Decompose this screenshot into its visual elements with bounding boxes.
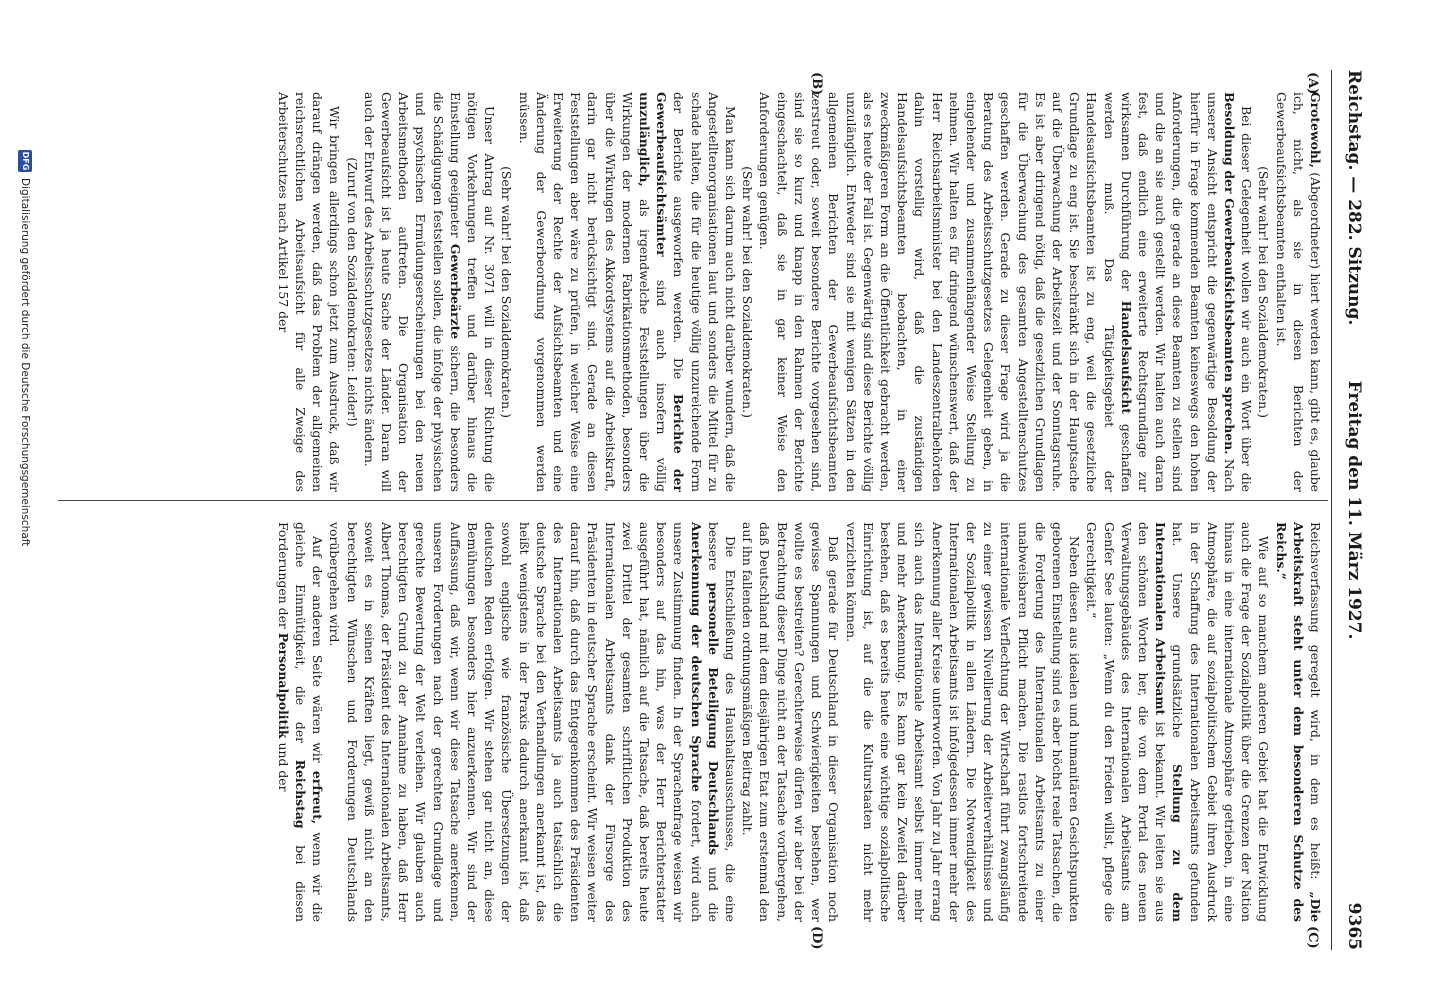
margin-marker-b: (B)	[809, 72, 824, 96]
paragraph: Neben diesen aus idealen und humanitären Gesichtspunkten geborenen Einstellung sind es aber höchst reale Tatsachen, die die Forderung des Internationalen Arbeitsamts zu einer unabweisbaren Pflicht machen. Die rastlos fortschreitende internationale Verflechtung der Wirtschaft führt zwangsläufig zu einer gewissen Nivellierung der Arbeiterverhältnisse und der Sozialpolitik in allen Ländern. Die Notwendigkeit des Internationalen Arbeitsamts ist infolgedessen immer mehr der Anerkennung aller Kreise unterworfen. Von Jahr zu Jahr errang sich auch das Internationale Arbeitsamt selbst immer mehr und mehr Anerkennung. Es kann gar kein Zweifel darüber bestehen, daß es bereits heute eine wichtige sozialpolitische Einrichtung ist, auf die die Kulturstaaten nicht mehr verzichten können.	[843, 522, 1083, 922]
text-run: Bei dieser Gelegenheit wollen wir auch ein Wort über die	[1239, 106, 1255, 492]
emphasis: Handelsaufsicht	[1118, 300, 1134, 415]
emphasis: erfreut,	[310, 770, 326, 825]
interjection: (Zuruf von den Sozialdemokraten: Leider!)	[344, 157, 360, 427]
emphasis: Gewerbeärzte	[447, 243, 463, 340]
header-date: Freitag den 11. März 1927.	[1344, 380, 1364, 640]
paragraph	[326, 522, 739, 922]
interjection: (Sehr wahr! bei den Sozialdemokraten.)	[740, 166, 756, 418]
digitization-credit: Digitalisierung gefördert durch die Deutsche Forschungsgemeinschaft	[19, 178, 31, 547]
paragraph	[515, 92, 739, 492]
text-run: hiert werden kann, gibt es, glaube ich, nicht, als sie in diesen Berichten der Gewerbeaufsichtsbeamten enthalten ist.	[1273, 92, 1323, 492]
emphasis: unzulänglich,	[637, 92, 653, 187]
right-column	[64, 522, 1324, 922]
emphasis: „Die Arbeitskraft steht unter dem besonderen Schutze des Reichs.“	[1273, 522, 1323, 922]
margin-marker-c: (C)	[1305, 926, 1320, 949]
column-divider	[58, 500, 1328, 501]
emphasis: Berichte der Gewerbeaufsichtsämter	[654, 92, 687, 492]
text-run: ist bekannt. Wir leiten sie aus den schönen Worten her, die von dem Portal des neuen Verwaltungsgebäudes des Internationalen Arbeitsamts am Genfer See lauten: „Wenn du den Frieden willst, pflege die Gerechtigkeit.“	[1084, 522, 1169, 922]
digitization-note	[10, 150, 32, 910]
emphasis: Reichstag	[293, 759, 309, 829]
text-run: Nach unserer Ansicht entspricht die gegenwärtige Besoldung der hierfür in Frage kommenden Beamten keineswegs den hohen Anforderungen, die gerade an diese Beamten zu stellen sind und die an sie auch gestellt werden. Wir halten auch daran fest, daß endlich eine erweiterte Rechtsgrundlage zur wirksamen Durchführung der	[1118, 92, 1237, 492]
text-run: und die	[705, 867, 721, 922]
text-run: bei diesen Forderungen der	[275, 522, 309, 922]
text-run: Man kann sich darum auch nicht darüber wundern, daß die Angestelltenorganisationen laut und sonders die Mittel für zu schade halten, die für die heutige völlig unzureichende Form der Berichte ausgeworfen werden. Die	[671, 92, 739, 492]
text-run: sichern, die besonders die Schädigungen feststellen sollen, die infolge der physischen und psychischen Ermüdungserscheinungen bei den neuen Arbeitsmethoden auftreten. Die Organisation der Gewerbeaufsicht ist ja heute Sache der Länder. Daran will auch der Entwurf des Arbeitsschutzgesetzes nichts ändern.	[361, 92, 463, 492]
paragraph	[361, 92, 499, 492]
text-run: geschaffen werden muß. Das Tätigkeitsgebiet der Handelsaufsichtsbeamten ist zu eng, weil die gesetzliche Grundlage zu eng ist. Sie beschränkt sich in der Hauptsache auf die Überwachung der Arbeitszeit und der Sonntagsruhe. Es ist aber dringend nötig, daß die gesetzlichen Grundlagen für die Überwachung des gesamten Angestelltenschutzes geschaffen werden. Gerade zu dieser Frage wird ja die Beratung des Arbeitsschutzgesetzes Gelegenheit geben, in eingehender und zusammenhängender Weise Stellung zu nehmen. Wir halten es für dringend wünschenswert, daß der Herr Reichsarbeitsminister bei den Landeszentralbehörden dahin vorstellig wird, daß die zuständigen Handelsaufsichtsbeamten beobachten, in einer zweckmäßigeren Form an die Öffentlichkeit gebracht werden, als es heute der Fall ist. Gegenwärtig sind diese Berichte völlig unzulänglich. Entweder sind sie mit wenigen Sätzen in den allgemeinen Berichten der Gewerbeaufsichtsbeamten zerstreut oder, soweit besondere Berichte vorgesehen sind, sind sie so kurz und knapp in den Rahmen der Berichte eingeschachtelt, daß sie in gar keiner Weise den Anforderungen genügen.	[757, 92, 1134, 492]
emphasis: Besoldung der Gewerbeaufsichtsbeamten sprechen.	[1221, 92, 1237, 455]
text-run: als irgendwelche Feststellungen über die Wirkungen der modernen Fabrikationsmethoden, besonders über die Wirkungen des Akkordsystems auf die Arbeitskraft, darin gar nicht berücksichtigt sind. Gerade an diesen Feststellungen aber wäre zu prüfen, in welcher Weise eine Erweiterung der Rechte der Aufsichtsbeamten und eine Änderung der Gewerbeordnung vorgenommen werden müssen.	[516, 92, 653, 492]
paragraph: Grotewohl, (Abgeordneter) hiert werden kann, gibt es, glaube ich, nicht, als sie in diesen Berichten der Gewerbeaufsichtsbeamten enthalten ist.	[1273, 92, 1323, 492]
paragraph	[756, 92, 1255, 492]
interjection: (Sehr wahr! bei den Sozialdemokraten.)	[499, 166, 515, 418]
header-rule	[1331, 70, 1332, 950]
left-column	[64, 92, 1324, 492]
text-run: wenn wir die gleiche Einmütigkeit, die der	[293, 522, 326, 922]
text-run: Unser Antrag auf Nr. 3071 will in dieser Richtung die nötigen Vorkehrungen treffen und darüber hinaus die Einstellung geeigneter	[447, 92, 498, 492]
emphasis: Anerkennung der deutschen Sprache	[688, 522, 704, 792]
text-run: sind auch insofern völlig	[654, 279, 670, 492]
paragraph	[275, 522, 327, 922]
margin-marker-d: (D)	[809, 926, 824, 950]
text-run: Wie auf so manchem anderen Gebiet hat die Entwicklung auch die Frage der Sozialpolitik über die Grenzen der Nation hinaus in eine internationale Atmosphäre getrieben, in eine Atmosphäre, die auf sozialpolitischem Gebiet ihren Ausdruck in der Schaffung des Internationalen Arbeitsamts gefunden hat. Unsere grundsätzliche	[1170, 522, 1272, 922]
emphasis: Personalpolitik	[275, 632, 291, 739]
text-run: Die Entschließung des Haushaltsausschusses, die eine bessere	[705, 522, 739, 922]
emphasis: Stellung zu dem Internationalen Arbeitsamt	[1153, 522, 1186, 922]
page-number: 9365	[1344, 902, 1364, 950]
text-run: fordert, wird auch unsere Zustimmung finden. In der Sprachenfrage weisen wir besonders auf das hin, was der Herr Berichterstatter ausgeführt hat, nämlich auf die Tatsache, daß bereits heute zwei Drittel der gesamten schriftlichen Produktion des Internationalen Arbeitsamts dank der Fürsorge des Präsidenten in deutscher Sprache erscheint. Wir weisen weiter darauf hin, daß durch das Entgegenkommen des Präsidenten des Internationalen Arbeitsamts ja auch tatsächlich die deutsche Sprache bei den Verhandlungen anerkannt ist, das heißt wenigstens in der Praxis dadurch anerkannt ist, daß sowohl englische wie französische Übersetzungen der deutschen Reden erfolgen. Wir stehen gar nicht an, diese Bemühungen besonders hier anzuerkennen. Wir sind der Auffassung, daß wir, wenn wir diese Tatsache anerkennen, unseren Forderungen nach der gerechten Grundlage und gerechte Bewertung der Welt verleihen. Wir glauben auch berechtigten Grund zu der Annahme zu haben, daß Herr Albert Thomas, der Präsident des Internationalen Arbeitsamts, soweit es in seinen Kräften liegt, gewiß nicht an den berechtigten Wünschen und Forderungen Deutschlands vorübergehen wird.	[327, 522, 704, 922]
paragraph: Daß gerade für Deutschland in dieser Organisation noch gewisse Spannungen und Schwierigkeiten bestehen, wer wollte es bestreiten? Gerechterweise dürfen wir aber bei der Betrachtung dieser Dinge nicht an der Tatsache vorübergehen, daß Deutschland mit dem diesjährigen Etat zum erstenmal den auf ihn fallenden ordnungsmäßigen Beitrag zahlt.	[740, 522, 842, 922]
speaker-role: Abgeordneter	[1308, 177, 1323, 265]
text-run: und der	[275, 742, 291, 792]
page-header	[1332, 70, 1372, 950]
paragraph	[1083, 522, 1272, 922]
speaker-name: Grotewohl,	[1308, 92, 1323, 168]
margin-marker-a: (A)	[1305, 72, 1320, 95]
text-run: Reichsverfassung geregelt wird, in dem es heißt:	[1308, 522, 1323, 880]
header-session: Reichstag. — 282. Sitzung.	[1344, 70, 1364, 326]
text-run: Auf der anderen Seite wären wir	[310, 536, 326, 763]
paragraph	[1272, 522, 1324, 922]
dfg-logo-icon: DFG	[18, 150, 32, 172]
emphasis: personelle Beteiligung Deutschlands	[705, 582, 721, 856]
paragraph: Wir bringen allerdings schon jetzt zum Ausdruck, daß wir darauf drängen werden, daß das Problem der allgemeinen reichsrechtlichen Arbeitsaufsicht für alle Zweige des Arbeiterschutzes nach Artikel 157 der	[275, 92, 343, 492]
interjection: (Sehr wahr! bei den Sozialdemokraten.)	[1256, 166, 1272, 418]
